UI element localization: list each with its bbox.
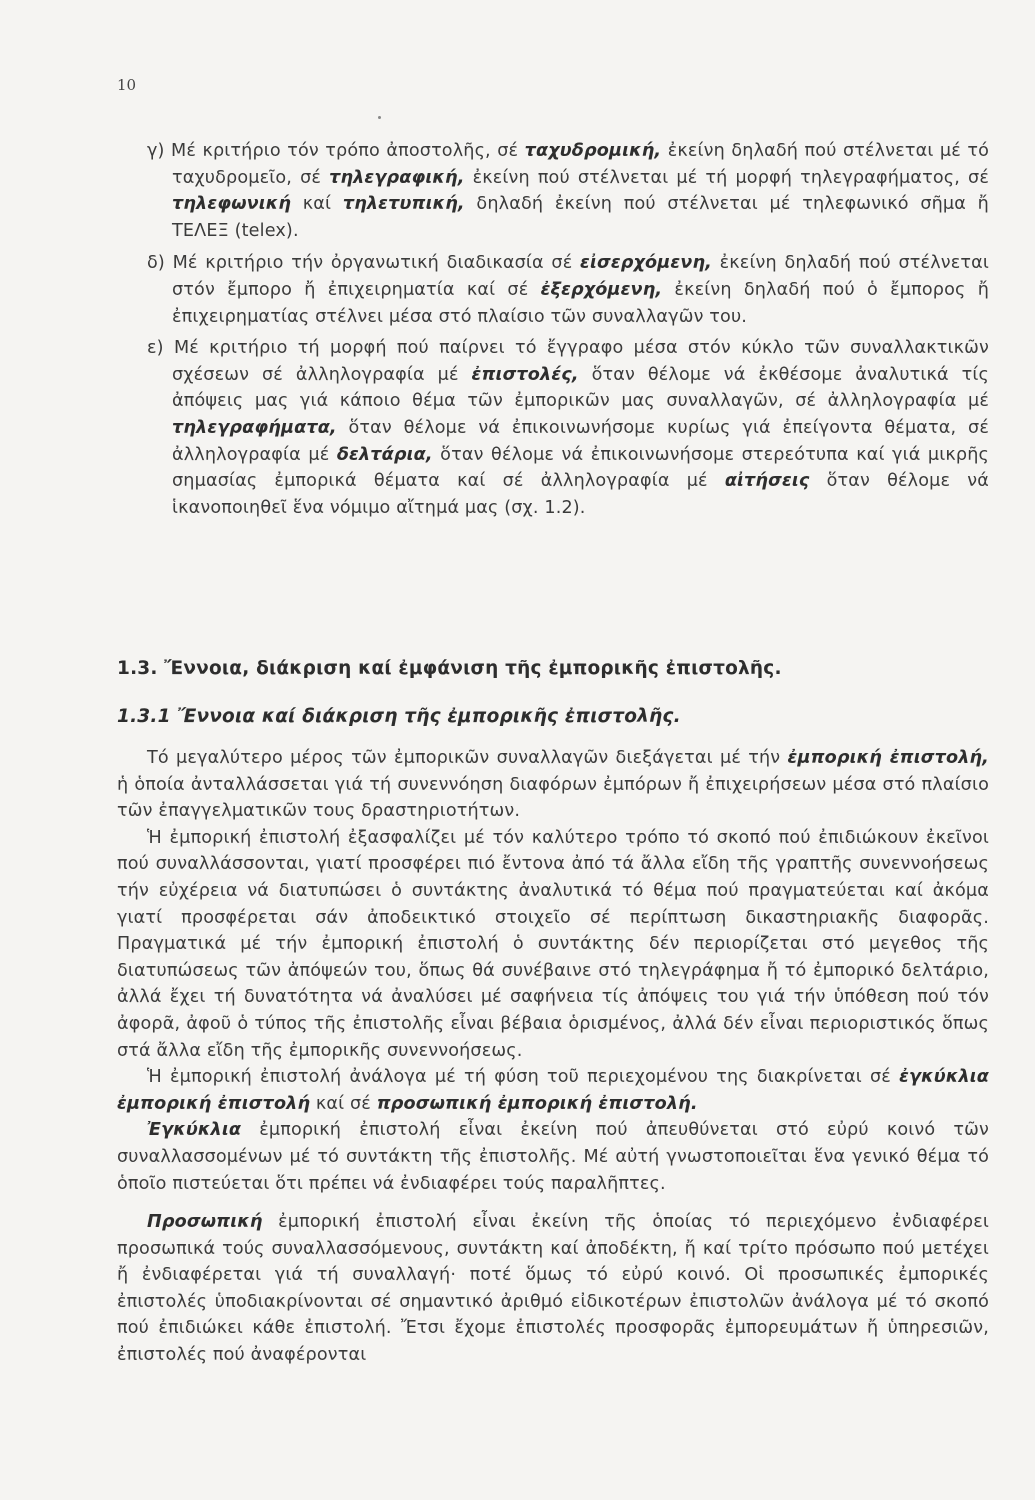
term-circular: Ἐγκύκλια [147,1120,242,1141]
section-heading: 1.3. Ἔννοια, διάκριση καί ἐμφάνιση τῆς ἐμπορικῆς ἐπιστολῆς. [117,658,782,679]
term-telephonic: τηλεφωνική [172,194,292,215]
criteria-list [147,138,989,521]
list-item-delta: δ) Μέ κριτήριο τήν ὀργανωτική διαδικασία σέ εἰσερχόμενη, ἐκείνη δηλαδή πού στέλνεται στόν ἔμπορο ἤ ἐπιχειρηματία καί σέ ἐξερχόμενη, ἐκείνη δηλαδή πού ὁ ἔμπορος ἤ ἐπιχειρηματίας στέλνει μέσα στό πλαίσιο τῶν συναλλαγῶν του. [147,253,989,327]
term-incoming: εἰσερχόμενη, [580,253,712,274]
paragraph-4: Ἐγκύκλια ἐμπορική ἐπιστολή εἶναι ἐκείνη πού ἀπευθύνεται στό εὐρύ κοινό τῶν συναλλασσομένων μέ τό συντάκτη τῆς ἐπιστολῆς. Μέ αὐτή γνωστοποιεῖται ἕνα γενικό θέμα τό ὁποῖο πιστεύεται ὅτι πρέπει νά ἐνδιαφέρει τούς παραλῆπτες. [117,1120,989,1194]
term-letters: ἐπιστολές, [471,364,579,385]
term-circular-letter: ἐγκύκλια ἐμπορική ἐπιστολή [117,1067,989,1114]
term-telegrams: τηλεγραφήματα, [172,417,337,438]
list-item-gamma: γ) Μέ κριτήριο τόν τρόπο ἀποστολῆς, σέ ταχυδρομική, ἐκείνη δηλαδή πού στέλνεται μέ τό ταχυδρομεῖο, σέ τηλεγραφική, ἐκείνη πού στέλνεται μέ τή μορφή τηλεγραφήματος, σέ τηλεφωνική καί τηλετυπική, δηλαδή ἐκείνη πού στέλνεται μέ τηλεφωνικό σῆμα ἤ ΤΕΛΕΞ (telex). [147,141,989,241]
paragraph-2: Ἡ ἐμπορική ἐπιστολή ἐξασφαλίζει μέ τόν καλύτερο τρόπο τό σκοπό πού ἐπιδιώκουν ἐκεῖνοι πού συναλλάσσονται, γιατί προσφέρει πιό ἔντονα ἀπό τά ἄλλα εἴδη τῆς γραπτῆς συνεννοήσεως τήν εὐχέρεια νά διατυπώσει ὁ συντάκτης ἀναλυτικά τό θέμα πού πραγματεύεται καί ἀκόμα γιατί προσφέρεται σάν ἀποδεικτικό στοιχεῖο σέ περίπτωση δικαστηριακῆς διαφορᾶς. Πραγματικά μέ τήν ἐμπορική ἐπιστολή ὁ συντάκτης δέν περιορίζεται στό μεγεθος τῆς διατυπώσεως τῶν ἀπόψεών του, ὅπως θά συνέβαινε στό τηλεγράφημα ἤ τό ἐμπορικό δελτάριο, ἀλλά ἔχει τή δυνατότητα νά ἀναλύσει μέ σαφήνεια τίς ἀπόψεις του γιά τήν ὑπόθεση πού τόν ἀφορᾶ, ἀφοῦ ὁ τύπος τῆς ἐπιστολῆς εἶναι βέβαια ὁρισμένος, ἀλλά δέν εἶναι περιοριστικός ὅπως στά ἄλλα εἴδη τῆς ἐμπορικῆς συνεννοήσεως. [117,827,989,1061]
term-commercial-letter: ἐμπορική ἐπιστολή, [787,748,990,768]
term-postcards: δελτάρια, [336,444,433,465]
body-text [117,745,989,1369]
term-postal: ταχυδρομική, [524,141,662,161]
term-applications: αἰτήσεις [724,471,810,492]
term-outgoing: ἐξερχόμενη, [540,279,663,300]
paragraph-3: Ἡ ἐμπορική ἐπιστολή ἀνάλογα μέ τή φύση τοῦ περιεχομένου της διακρίνεται σέ ἐγκύκλια ἐμπορική ἐπιστολή καί σέ προσωπική ἐμπορική ἐπιστολή. [117,1067,989,1114]
paragraph-5: Προσωπική ἐμπορική ἐπιστολή εἶναι ἐκείνη τῆς ὁποίας τό περιεχόμενο ἐνδιαφέρει προσωπικά τούς συναλλασσόμενους, συντάκτη καί ἀποδέκτη, ἤ καί τρίτο πρόσωπο πού μετέχει ἤ ἐνδιαφέρεται γιά τή συναλλαγή· ποτέ ὅμως τό εὐρύ κοινό. Οἱ προσωπικές ἐμπορικές ἐπιστολές ὑποδιακρίνονται σέ σημαντικό ἀριθμό εἰδικοτέρων ἐπιστολῶν ἀνάλογα μέ τό σκοπό πού ἐπιδιώκει κάθε ἐπιστολή. Ἔτσι ἔχομε ἐπιστολές προσφορᾶς ἐμπορευμάτων ἤ ὑπηρεσιῶν, ἐπιστολές πού ἀναφέρονται [117,1212,989,1366]
term-teletype: τηλετυπική, [342,194,465,215]
subsection-heading: 1.3.1 Ἔννοια καί διάκριση τῆς ἐμπορικῆς ἐπιστολῆς. [117,706,681,727]
page-number: 10 [117,76,137,94]
term-personal: Προσωπική [147,1212,263,1233]
term-telegraphic: τηλεγραφική, [329,167,465,188]
speck-mark [378,116,381,119]
term-personal-letter: προσωπική ἐμπορική ἐπιστολή. [376,1093,698,1114]
paragraph-1: Τό μεγαλύτερο μέρος τῶν ἐμπορικῶν συναλλαγῶν διεξάγεται μέ τήν ἐμπορική ἐπιστολή, ἡ ὁποία ἀνταλλάσσεται γιά τή συνεννόηση διαφόρων ἐμπόρων ἤ ἐπιχειρήσεων μέσα στό πλαίσιο τῶν ἐπαγγελματικῶν τους δραστηριοτήτων. [117,748,990,822]
list-item-epsilon: ε) Μέ κριτήριο τή μορφή πού παίρνει τό ἔγγραφο μέσα στόν κύκλο τῶν συναλλακτικῶν σχέσεων σέ ἀλληλογραφία μέ ἐπιστολές, ὅταν θέλομε νά ἐκθέσομε ἀναλυτικά τίς ἀπόψεις μας γιά κάποιο θέμα τῶν ἐμπορικῶν μας συναλλαγῶν, σέ ἀλληλογραφία μέ τηλεγραφήματα, ὅταν θέλομε νά ἐπικοινωνήσομε κυρίως γιά ἐπείγοντα θέματα, σέ ἀλληλογραφία μέ δελτάρια, ὅταν θέλομε νά ἐπικοινωνήσομε στερεότυπα καί γιά μικρῆς σημασίας ἐμπορικά θέματα καί σέ ἀλληλογραφία μέ αἰτήσεις ὅταν θέλομε νά ἱκανοποιηθεῖ ἕνα νόμιμο αἴτημά μας (σχ. 1.2). [147,338,989,518]
